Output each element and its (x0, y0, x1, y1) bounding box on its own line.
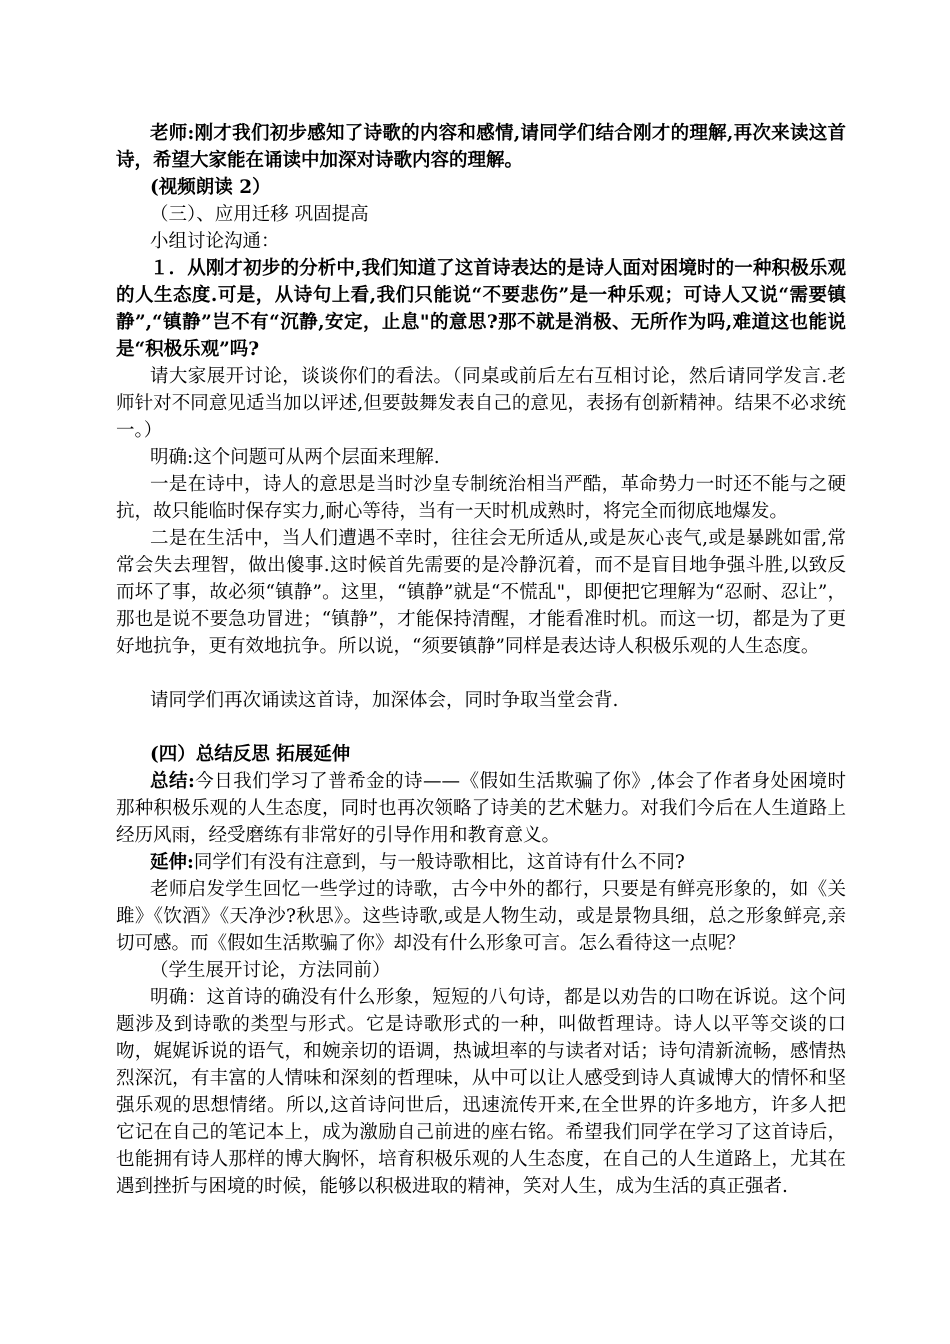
spacer (116, 660, 846, 687)
document-body (116, 120, 846, 1200)
group-discussion-label: 小组讨论沟通： (150, 231, 280, 252)
recite-again-paragraph: 请同学们再次诵读这首诗，加深体会，同时争取当堂会背. (150, 690, 619, 711)
summary-label: 总结: (150, 771, 195, 792)
point-2-paragraph: 二是在生活中，当人们遭遇不幸时，往往会无所适从,或是灰心丧气,或是暴跳如雷,常常会失去理智，做出傻事.这时候首先需要的是冷静沉着，而不是盲目地争强斗胜,以致反而坏了事，故必须“镇静”。这里，“镇静”就是“不慌乱"，即便把它理解为“忍耐、忍让”，那也是说不要急功冒进；“镇静”，才能保持清醒，才能看准时机。而这一切，都是为了更好地抗争，更有效地抗争。所以说，“须要镇静”同样是表达诗人积极乐观的人生态度。 (116, 528, 846, 657)
extension-text: 同学们有没有注意到，与一般诗歌相比，这首诗有什么不同? (193, 852, 685, 873)
clarify-intro-paragraph: 明确:这个问题可从两个层面来理解. (150, 447, 440, 468)
extension-label: 延伸: (150, 852, 194, 873)
teacher-inspire-paragraph: 老师启发学生回忆一些学过的诗歌，古今中外的都行，只要是有鲜亮形象的，如《关雎》《饮酒》《天净沙?秋思》。这些诗歌,或是人物生动，或是景物具细，总之形象鲜亮,亲切可感。而《假如生活欺骗了你》却没有什么形象可言。怎么看待这一点呢？ (116, 879, 846, 954)
video-reading-note: (视频朗读 2） (150, 177, 271, 198)
summary-paragraph (116, 768, 846, 849)
students-discuss-paragraph: （学生展开讨论，方法同前） (150, 960, 391, 981)
point-1-paragraph: 一是在诗中，诗人的意思是当时沙皇专制统治相当严酷，革命势力一时还不能与之硬抗，故只能临时保存实力,耐心等待，当有一天时机成熟时，将完全而彻底地爆发。 (116, 474, 846, 522)
question-1-paragraph: １．从刚才初步的分析中,我们知道了这首诗表达的是诗人面对困境时的一种积极乐观的人生态度.可是，从诗句上看,我们只能说“不要悲伤”是一种乐观；可诗人又说“需要镇静”,“镇静”岂不有“沉静,安定，止息"的意思?那不就是消极、无所作为吗,难道这也能说是“积极乐观”吗? (116, 258, 846, 360)
spacer (116, 714, 846, 741)
discussion-prompt-paragraph: 请大家展开讨论，谈谈你们的看法。（同桌或前后左右互相讨论，然后请同学发言.老师针对不同意见适当加以评述,但要鼓舞发表自己的意见，表扬有创新精神。结果不必求统一。） (116, 366, 846, 441)
section-3-heading: （三）、应用迁移 巩固提高 (150, 204, 369, 225)
extension-paragraph (116, 849, 846, 876)
summary-text: 今日我们学习了普希金的诗——《假如生活欺骗了你》,体会了作者身处困境时那种积极乐观的人生态度，同时也再次领略了诗美的艺术魅力。对我们今后在人生道路上经历风雨，经受磨练有非常好的引导作用和教育意义。 (116, 771, 846, 846)
clarify-final-paragraph: 明确：这首诗的确没有什么形象，短短的八句诗，都是以劝告的口吻在诉说。这个问题涉及到诗歌的类型与形式。它是诗歌形式的一种，叫做哲理诗。诗人以平等交谈的口吻，娓娓诉说的语气，和婉亲切的语调，热诚坦率的与读者对话；诗句清新流畅，感情热烈深沉，有丰富的人情味和深刻的哲理味，从中可以让人感受到诗人真诚博大的情怀和坚强乐观的思想情绪。所以,这首诗问世后，迅速流传开来,在全世界的许多地方，许多人把它记在自己的笔记本上，成为激励自己前进的座右铭。希望我们同学在学习了这首诗后，也能拥有诗人那样的博大胸怀，培育积极乐观的人生态度，在自己的人生道路上，尤其在遇到挫折与困境的时候，能够以积极进取的精神，笑对人生，成为生活的真正强者. (116, 987, 846, 1197)
teacher-intro-paragraph: 老师:刚才我们初步感知了诗歌的内容和感情,请同学们结合刚才的理解,再次来读这首诗，希望大家能在诵读中加深对诗歌内容的理解。 (116, 123, 846, 171)
section-4-heading: (四）总结反思 拓展延伸 (150, 744, 351, 765)
